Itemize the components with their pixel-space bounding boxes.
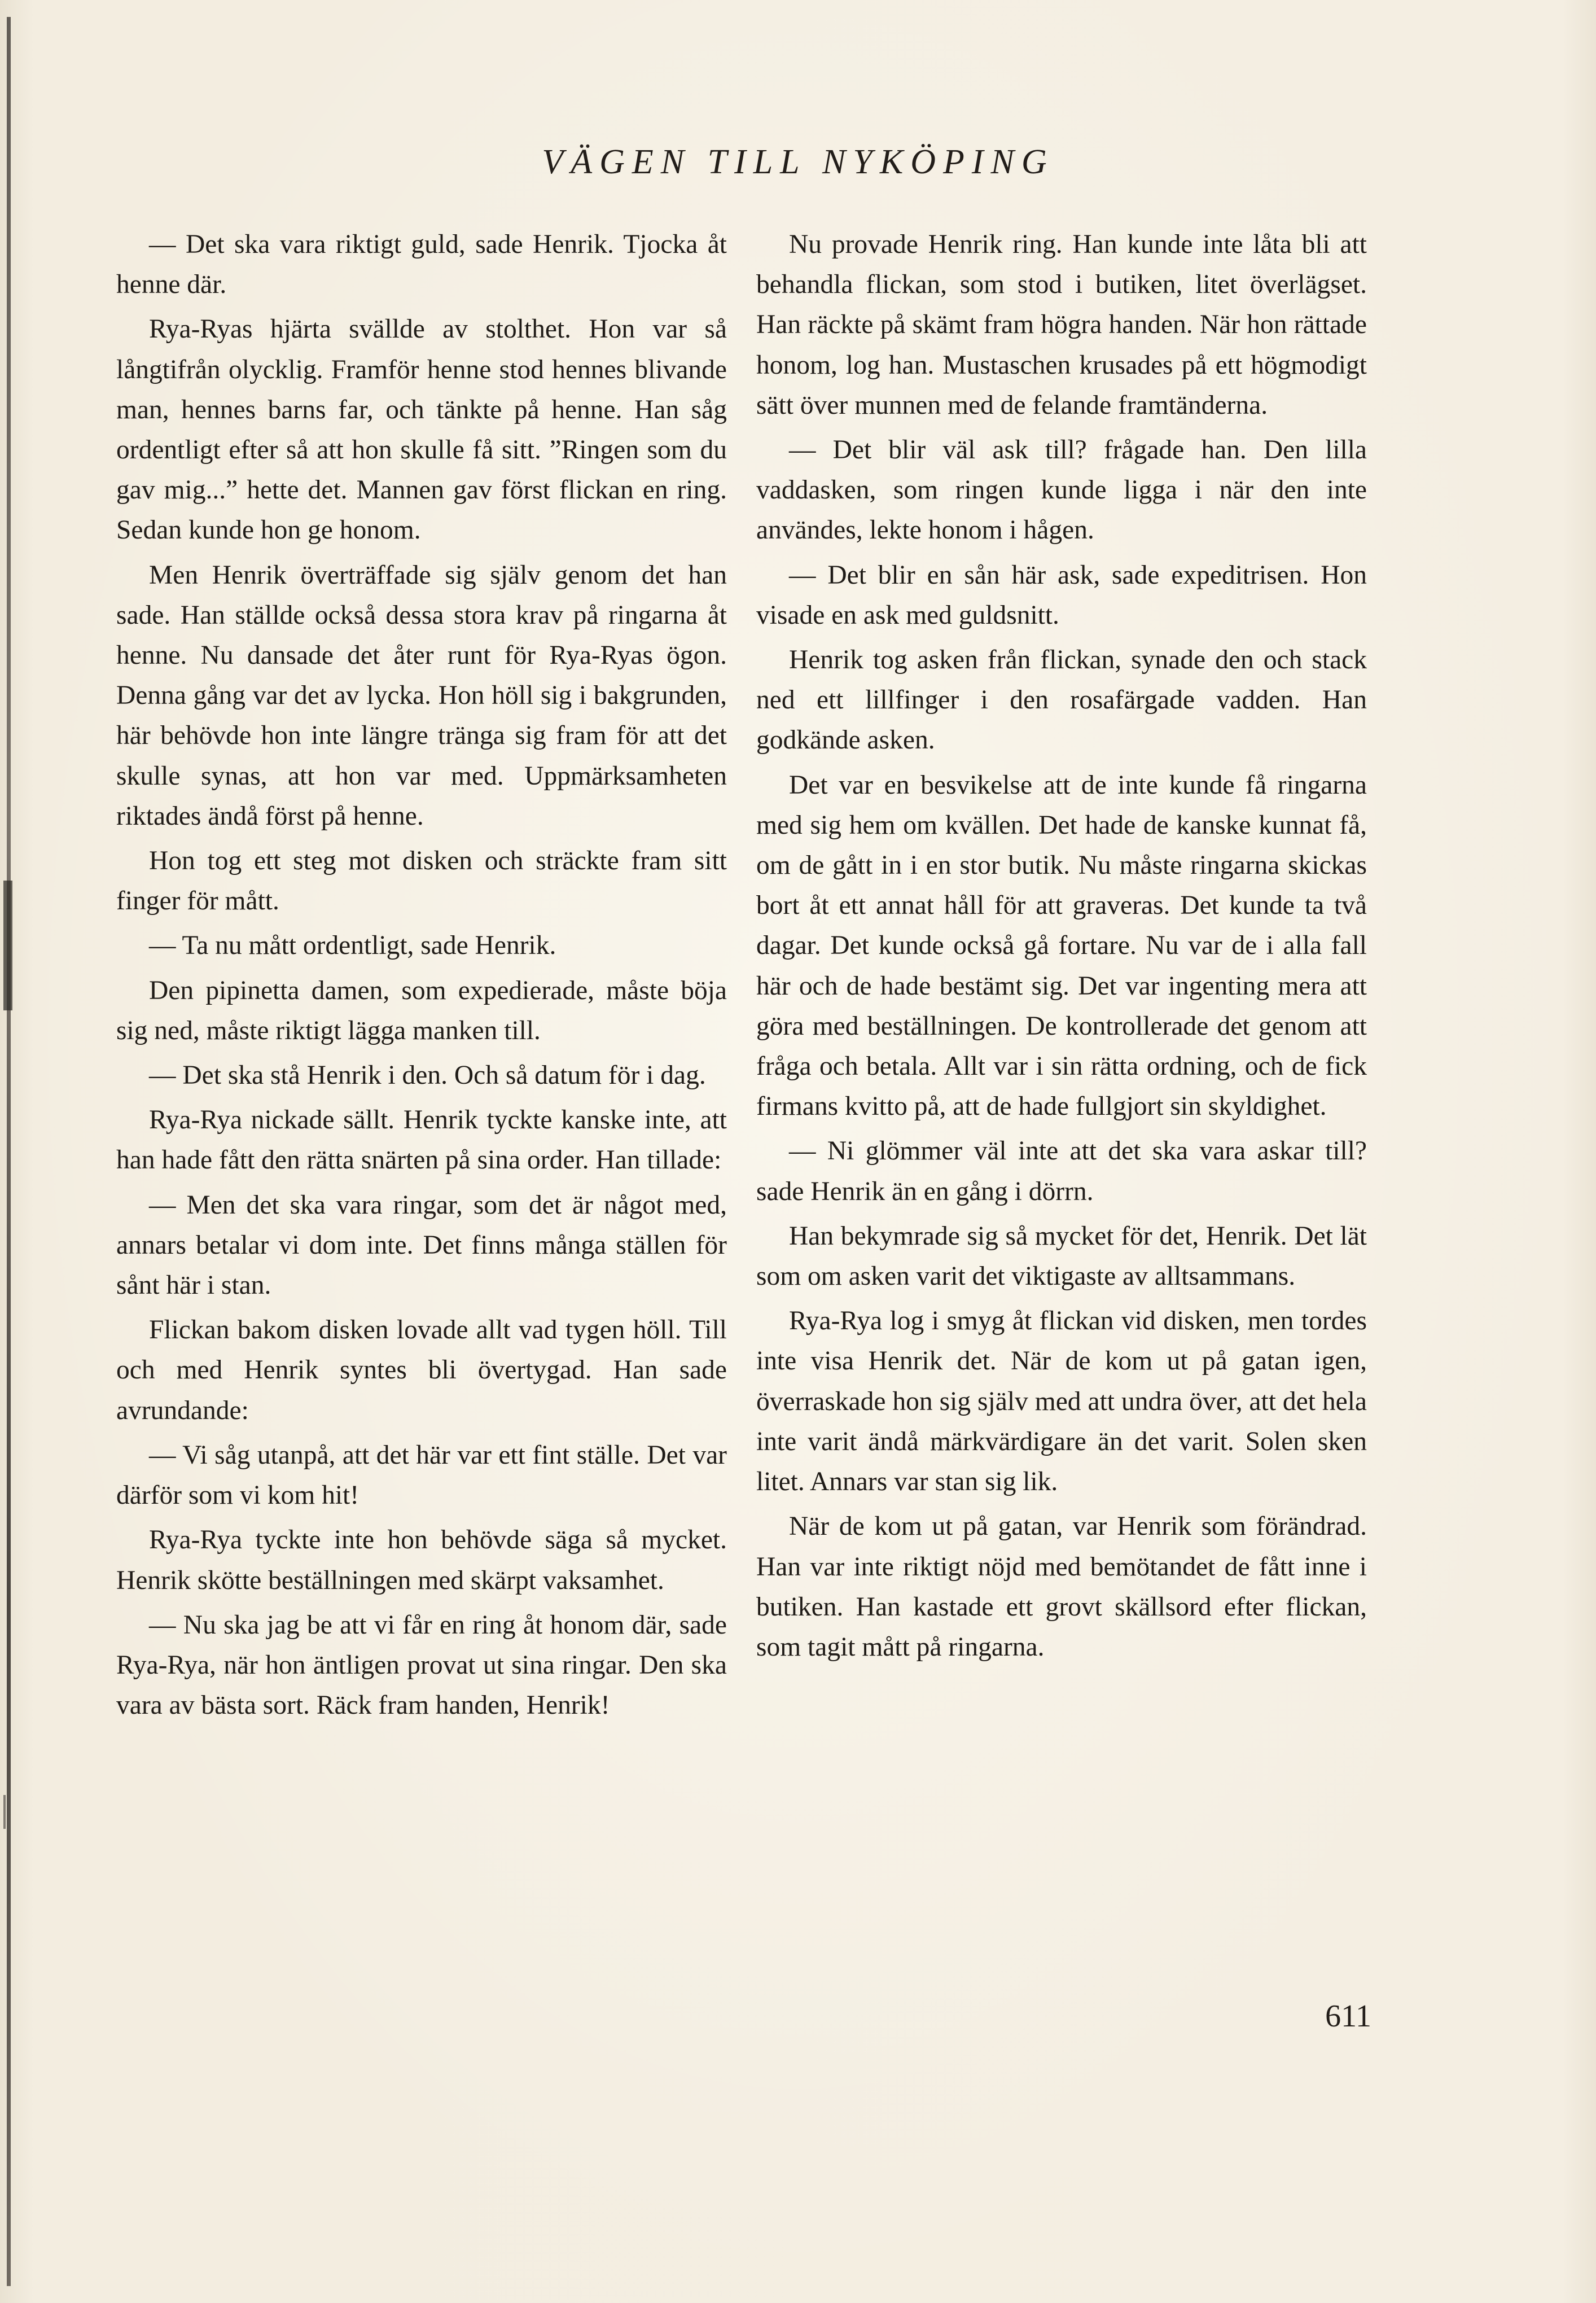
paragraph: — Det ska stå Henrik i den. Och så datum för i dag. bbox=[149, 1061, 706, 1091]
paragraph: Men Henrik överträffade sig själv genom det han sade. Han ställde också dessa stora krav på ringarna åt henne. Nu dansade det åter runt för Rya-Ryas ögon. Denna gång var det av lycka. Hon höll sig i bakgrunden, här behövde hon inte längre tränga sig fram för att det skulle synas, att hon var med. Uppmärksamheten riktades ändå först på henne. bbox=[116, 560, 727, 831]
page-edge-mark bbox=[3, 1795, 6, 1829]
paragraph: — Ni glömmer väl inte att det ska vara askar till? sade Henrik än en gång i dörrn. bbox=[756, 1136, 1367, 1206]
page-edge-shadow bbox=[7, 17, 11, 2286]
paragraph: Henrik tog asken från flickan, synade den och stack ned ett lillfinger i den rosafärgade vadden. Han godkände asken. bbox=[756, 645, 1367, 755]
paragraph: — Men det ska vara ringar, som det är något med, annars betalar vi dom inte. Det finns många ställen för sånt här i stan. bbox=[116, 1190, 727, 1301]
paragraph: Det var en besvikelse att de inte kunde få ringarna med sig hem om kvällen. Det hade de kanske kunnat få, om de gått in i en stor butik. Nu måste ringarna skickas bort åt ett annat håll för att graveras. Det kunde ta två dagar. Det kunde också gå fortare. Nu var de i alla fall här och de hade bestämt sig. Det var ingenting mera att göra med beställningen. De kontrollerade det genom att fråga och betala. Allt var i sin rätta ordning, och de fick firmans kvitto på, att de hade fullgjort sin skyldighet. bbox=[756, 770, 1367, 1122]
paragraph: Nu provade Henrik ring. Han kunde inte låta bli att behandla flickan, som stod i butiken, litet överlägset. Han räckte på skämt fram högra handen. När hon rättade honom, log han. Mustaschen krusades på ett högmodigt sätt över munnen med de felande framtänderna. bbox=[756, 230, 1367, 420]
paragraph: Rya-Rya nickade sällt. Henrik tyckte kanske inte, att han hade fått den rätta snärten på sina order. Han tillade: bbox=[116, 1105, 727, 1175]
left-column bbox=[116, 225, 727, 1730]
paragraph: — Vi såg utanpå, att det här var ett fint ställe. Det var därför som vi kom hit! bbox=[116, 1440, 727, 1510]
paragraph: — Det blir väl ask till? frågade han. Den lilla vaddasken, som ringen kunde ligga i när den inte användes, lekte honom i hågen. bbox=[756, 435, 1367, 545]
right-column bbox=[756, 225, 1367, 1672]
paragraph: Hon tog ett steg mot disken och sträckte fram sitt finger för mått. bbox=[116, 846, 727, 916]
page-edge-tab bbox=[3, 881, 12, 1010]
paragraph: När de kom ut på gatan, var Henrik som förändrad. Han var inte riktigt nöjd med bemötandet de fått inne i butiken. Han kastade ett grovt skällsord efter flickan, som tagit mått på ringarna. bbox=[756, 1512, 1367, 1662]
paragraph: — Det blir en sån här ask, sade expeditrisen. Hon visade en ask med guldsnitt. bbox=[756, 560, 1367, 630]
page-number: 611 bbox=[1325, 1999, 1371, 2034]
paragraph: Han bekymrade sig så mycket för det, Henrik. Det lät som om asken varit det viktigaste av alltsammans. bbox=[756, 1221, 1367, 1291]
paragraph: — Nu ska jag be att vi får en ring åt honom där, sade Rya-Rya, när hon äntligen provat ut sina ringar. Den ska vara av bästa sort. Räck fram handen, Henrik! bbox=[116, 1610, 727, 1720]
paragraph: Den pipinetta damen, som expedierade, måste böja sig ned, måste riktigt lägga manken till. bbox=[116, 975, 727, 1045]
paragraph: — Det ska vara riktigt guld, sade Henrik. Tjocka åt henne där. bbox=[116, 230, 727, 300]
paragraph: Rya-Ryas hjärta svällde av stolthet. Hon var så långtifrån olycklig. Framför henne stod hennes blivande man, hennes barns far, och tänkte på henne. Han såg ordentligt efter så att hon skulle få sitt. ”Ringen som du gav mig...” hette det. Mannen gav först flickan en ring. Sedan kunde hon ge honom. bbox=[116, 314, 727, 545]
paragraph: Rya-Rya tyckte inte hon behövde säga så mycket. Henrik skötte beställningen med skärpt vaksamhet. bbox=[116, 1525, 727, 1595]
running-head: VÄGEN TILL NYKÖPING bbox=[542, 143, 1054, 181]
paragraph: Rya-Rya log i smyg åt flickan vid disken, men tordes inte visa Henrik det. När de kom ut på gatan igen, överraskade hon sig själv med att undra över, att det hela inte varit ändå märkvärdigare än det varit. Solen sken litet. Annars var stan sig lik. bbox=[756, 1306, 1367, 1497]
paragraph: Flickan bakom disken lovade allt vad tygen höll. Till och med Henrik syntes bli övertygad. Han sade avrundande: bbox=[116, 1315, 727, 1425]
paragraph: — Ta nu mått ordentligt, sade Henrik. bbox=[149, 931, 556, 961]
